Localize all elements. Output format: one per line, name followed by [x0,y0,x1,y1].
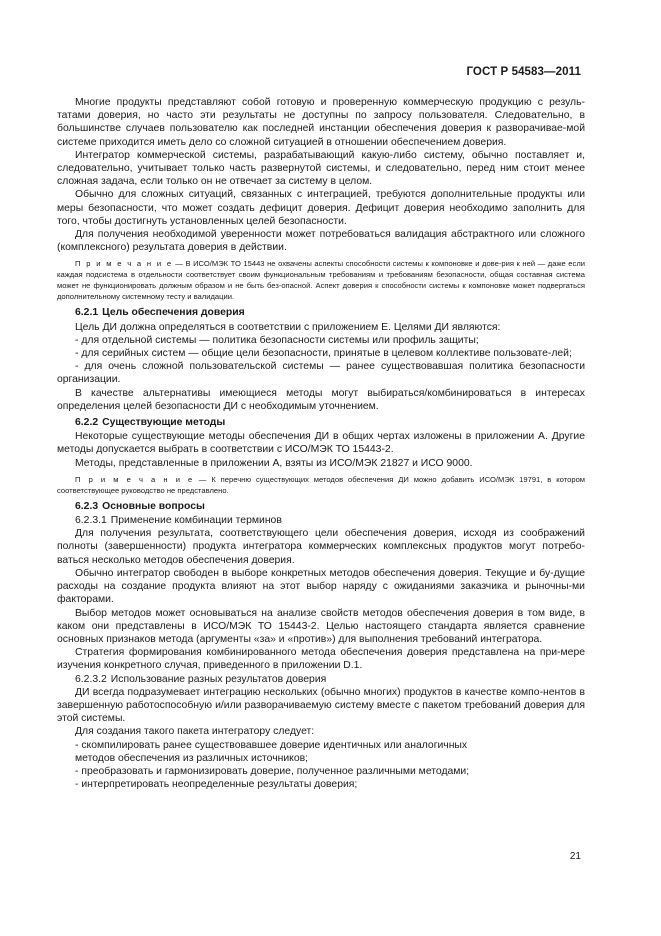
subsection-number: 6.2.3.1 [75,515,107,527]
section-number: 6.2.2 [75,417,99,429]
paragraph: Обычно интегратор свободен в выборе конкретных методов обеспечения доверия. Текущие и бу-дущие расходы на создание продукта влияют на этот выбор наряду с ожиданиями заказчика и рыночны-ми факторами. [57,567,585,606]
note-label: П р и м е ч а н и е [75,474,194,484]
paragraph: Многие продукты представляют собой готовую и проверенную коммерческую продукцию с резуль-татами доверия, но часто эти результаты не доступны по запросу пользователя. Следовательно, в большинстве случаев пользователю как последней инстанции обеспечения доверия к разворачивае-мой системе приходится иметь дело со сложной ситуацией в отношении обеспечением доверия. [57,97,585,148]
section-heading [57,306,585,319]
note [57,474,585,496]
section-number: 6.2.1 [75,307,99,319]
list-item: - интерпретировать неопределенные результаты доверия; [75,779,358,791]
note-label: П р и м е ч а н и е [75,259,173,269]
section-heading [57,416,585,429]
subsection-heading [57,514,585,527]
note [57,258,585,302]
subsection-number: 6.2.3.2 [75,673,107,685]
subsection-title: Использование разных результатов доверия [110,673,327,685]
section-heading [57,500,585,513]
section-title: Существующие методы [102,417,226,429]
list-item: - для отдельной системы — политика безопасности системы или профиль защиты; [75,334,479,346]
list-item: - для серийных систем — общие цели безопасности, принятые в целевом коллективе пользовате-лей; [75,348,572,360]
list-item: - преобразовать и гармонизировать доверие, полученное различными методами; [75,765,470,777]
paragraph: Обычно для сложных ситуаций, связанных с интеграцией, требуются дополнительные продукты или меры безопасности, что может создать дефицит доверия. Дефицит доверия необходимо заполнить для того, чтобы достигнуть установленных целей безопасности. [57,189,585,227]
paragraph: ДИ всегда подразумевает интеграцию нескольких (обычно многих) продуктов в качестве компо-нентов в завершенную работоспособную и/или разворачиваемую систему вместе с пакетом требований доверия для этой системы. [57,686,585,725]
section-number: 6.2.3 [75,500,99,512]
paragraph: Некоторые существующие методы обеспечения ДИ в общих чертах изложены в приложении А. Другие методы допускается выбрать в соответствии с ИСО/МЭК ТО 15443-2. [57,431,585,456]
paragraph: Стратегия формирования комбинированного метода обеспечения доверия представлена на при-мере изучения конкретного случая, приведенного в приложении D.1. [57,647,585,672]
subsection-heading [57,673,585,686]
paragraph: Интегратор коммерческой системы, разрабатывающий какую-либо систему, обычно поставляет и, следовательно, учитывает только часть развернутой системы, и следовательно, перед ним стоит менее сложная задача, если только он не отвечает за систему в целом. [57,149,585,188]
paragraph: Цель ДИ должна определяться в соответствии с приложением Е. Целями ДИ являются: [75,321,501,333]
paragraph: Для получения результата, соответствующего цели обеспечения доверия, исходя из соображений полноты (завершенности) продукта интегратора коммерческих комплексных продуктов могут потребо-ваться несколько методов обеспечения доверия. [57,528,585,566]
note-text: — В ИСО/МЭК ТО 15443 не охвачены аспекты способности системы к компоновке и дове-рия к ней — даже если каждая подсистема в отдельности соответствует своим функциональным требованиям и требованиям безопасности, общая составная система может не функционировать должным образом и не быть без-опасной. Аспект доверия к способности системы к компоновке может подвергаться дополнительному системному тесту и валидации. [57,259,586,302]
section-title: Основные вопросы [102,500,205,512]
section-title: Цель обеспечения доверия [102,307,245,319]
list-item: методов обеспечения из различных источников; [75,752,309,764]
paragraph: Для получения необходимой уверенности может потребоваться валидация абстрактного или сложного (комплексного) результата доверия в действии. [57,229,585,254]
paragraph: В качестве альтернативы имеющиеся методы могут выбираться/комбинироваться в интересах определения целей безопасности ДИ с необходимым уточнением. [57,387,585,412]
list-item: - для очень сложной пользовательской системы — ранее существовавшая политика безопасности организации. [57,361,585,386]
paragraph: Методы, представленные в приложении А, взяты из ИСО/МЭК 21827 и ИСО 9000. [75,457,473,469]
paragraph: Выбор методов может основываться на анализе свойств методов обеспечения доверия в том виде, в каком они представлены в ИСО/МЭК ТО 15443-2. Целью настоящего стандарта является сравнение основных признаков метода (аргументы «за» и «против») для выполнения требований интегратора. [57,607,585,645]
paragraph: Для создания такого пакета интегратору следует: [75,726,315,738]
page-body [57,96,585,791]
document-header: ГОСТ Р 54583—2011 [466,66,581,78]
list-item: - скомпилировать ранее существовавшее доверие идентичных или аналогичных [75,739,468,751]
page-number: 21 [569,851,581,862]
note-text: — К перечню существующих методов обеспечения ДИ можно добавить ИСО/МЭК 19791, в котором соответствующее руководство не представлено. [57,474,586,495]
subsection-title: Применение комбинации терминов [110,515,282,527]
